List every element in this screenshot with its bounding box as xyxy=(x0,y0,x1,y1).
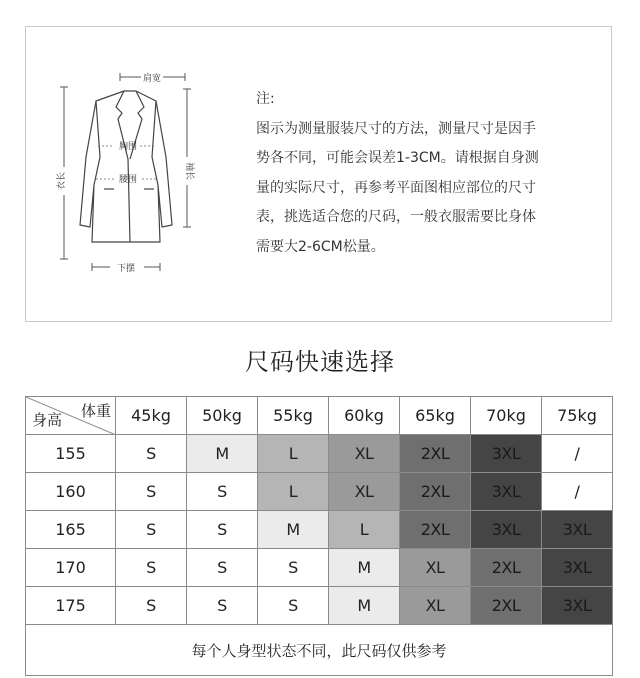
size-cell: S xyxy=(187,511,258,549)
size-cell: 2XL xyxy=(400,511,471,549)
measurement-note xyxy=(256,85,596,262)
size-cell: S xyxy=(116,435,187,473)
height-cell: 165 xyxy=(26,511,116,549)
size-cell: S xyxy=(116,511,187,549)
corner-height-label: 身高 xyxy=(32,411,63,429)
size-cell: S xyxy=(187,473,258,511)
table-row xyxy=(26,549,613,587)
table-row xyxy=(26,435,613,473)
note-title: 注: xyxy=(256,91,275,107)
size-cell: / xyxy=(542,473,613,511)
size-cell: M xyxy=(258,511,329,549)
table-header-row xyxy=(26,397,613,435)
height-cell: 160 xyxy=(26,473,116,511)
hem-label: 下摆 xyxy=(116,264,136,274)
size-cell: L xyxy=(329,511,400,549)
size-cell: M xyxy=(329,587,400,625)
size-cell: 2XL xyxy=(471,587,542,625)
size-cell: S xyxy=(116,549,187,587)
table-footer-note: 每个人身型状态不同，此尺码仅供参考 xyxy=(26,625,613,676)
weight-header: 60kg xyxy=(329,397,400,435)
coat-outline xyxy=(80,91,172,242)
table-footer-row xyxy=(26,625,613,676)
sleeve-label: 袖长 xyxy=(184,161,194,181)
size-cell: 3XL xyxy=(542,587,613,625)
size-cell: S xyxy=(258,587,329,625)
coat-diagram xyxy=(56,67,196,307)
sleeve-arrow xyxy=(183,89,191,227)
size-cell: L xyxy=(258,473,329,511)
waist-label: 腰围 xyxy=(118,175,138,185)
size-cell: / xyxy=(542,435,613,473)
note-line: 表，挑选适合您的尺码，一般衣服需要比身体 xyxy=(256,209,536,225)
size-cell: S xyxy=(187,587,258,625)
weight-header: 50kg xyxy=(187,397,258,435)
size-cell: L xyxy=(258,435,329,473)
corner-header-cell xyxy=(26,397,116,435)
note-line: 势各不同，可能会误差1-3CM。请根据自身测 xyxy=(256,150,539,166)
size-cell: 2XL xyxy=(471,549,542,587)
size-cell: 2XL xyxy=(400,473,471,511)
table-row xyxy=(26,587,613,625)
height-cell: 170 xyxy=(26,549,116,587)
measurement-guide-box xyxy=(25,26,612,322)
size-cell: S xyxy=(187,549,258,587)
height-cell: 175 xyxy=(26,587,116,625)
size-cell: 3XL xyxy=(471,473,542,511)
table-row xyxy=(26,511,613,549)
note-line: 量的实际尺寸，再参考平面图相应部位的尺寸 xyxy=(256,179,536,196)
size-cell: XL xyxy=(329,473,400,511)
size-cell: 3XL xyxy=(542,549,613,587)
chest-label: 胸围 xyxy=(118,142,138,152)
weight-header: 45kg xyxy=(116,397,187,435)
size-cell: XL xyxy=(329,435,400,473)
size-cell: XL xyxy=(400,549,471,587)
length-label: 衣长 xyxy=(57,171,67,191)
size-cell: 3XL xyxy=(471,435,542,473)
weight-header: 55kg xyxy=(258,397,329,435)
shoulder-label: 肩宽 xyxy=(142,74,162,84)
corner-weight-label: 体重 xyxy=(80,402,111,420)
size-cell: S xyxy=(116,587,187,625)
size-cell: M xyxy=(187,435,258,473)
size-cell: XL xyxy=(400,587,471,625)
height-cell: 155 xyxy=(26,435,116,473)
size-cell: 3XL xyxy=(542,511,613,549)
note-line: 图示为测量服装尺寸的方法，测量尺寸是因手 xyxy=(256,120,536,137)
weight-header: 70kg xyxy=(471,397,542,435)
note-line: 需要大2-6CM松量。 xyxy=(256,238,385,255)
size-cell: 3XL xyxy=(471,511,542,549)
size-chart-table xyxy=(25,396,613,676)
size-cell: M xyxy=(329,549,400,587)
table-row xyxy=(26,473,613,511)
size-cell: S xyxy=(258,549,329,587)
section-title: 尺码快速选择 xyxy=(245,348,395,376)
size-cell: 2XL xyxy=(400,435,471,473)
weight-header: 75kg xyxy=(542,397,613,435)
size-cell: S xyxy=(116,473,187,511)
weight-header: 65kg xyxy=(400,397,471,435)
